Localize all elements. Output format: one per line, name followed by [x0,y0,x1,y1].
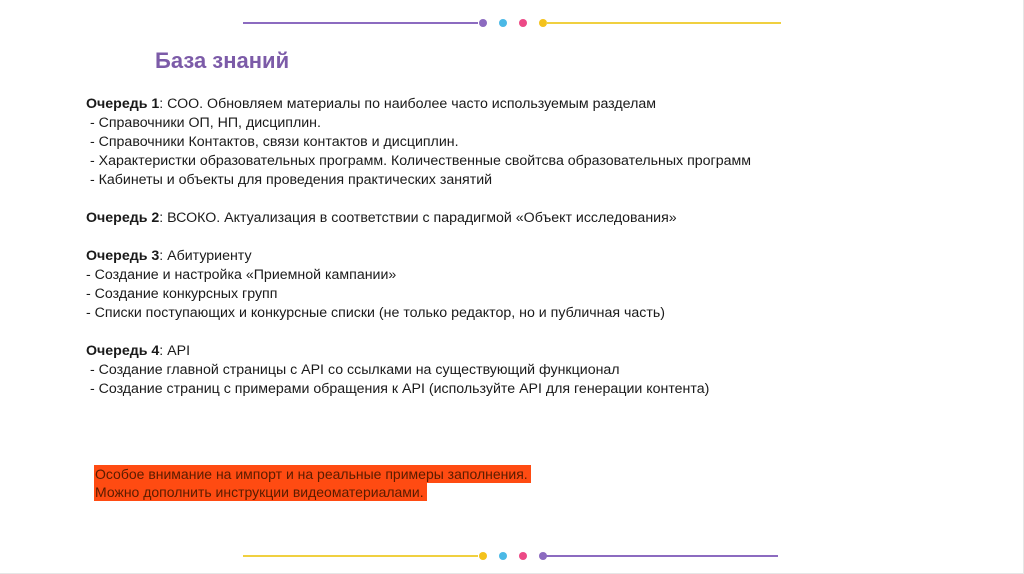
queue-4 [86,342,986,399]
queue-label: Очередь 4 [86,343,160,359]
note-line-1: Особое внимание на импорт и на реальные примеры заполнения. [94,465,531,483]
slide-title: База знаний [155,48,290,73]
queue-3 [86,247,986,323]
queue-list [86,95,986,418]
queue-label: Очередь 3 [86,248,160,264]
queue-2 [86,209,986,228]
list-item: - Справочники ОП, НП, дисциплин. [86,115,321,131]
queue-description: : Абитуриенту [159,248,252,264]
list-item: - Создание страниц с примерами обращения к API (используйте API для генерации контента) [86,381,710,397]
bottom-divider-left [243,555,478,557]
list-item: - Списки поступающих и конкурсные списки (не только редактор, но и публичная часть) [86,305,666,321]
queue-heading [86,209,986,228]
dot-purple-icon [479,19,487,27]
bottom-decoration [243,551,781,561]
dot-blue-icon [499,552,507,560]
dot-yellow-icon [479,552,487,560]
bottom-divider-right [546,555,778,557]
dot-pink-icon [519,552,527,560]
queue-description: : ВСОКО. Актуализация в соответствии с парадигмой «Объект исследования» [159,210,677,226]
dot-pink-icon [519,19,527,27]
top-decoration [243,18,781,28]
list-item: - Кабинеты и объекты для проведения практических занятий [86,172,493,188]
top-divider-left [243,22,478,24]
list-item: - Создание конкурсных групп [86,286,278,302]
list-item: - Создание и настройка «Приемной кампании» [86,267,397,283]
queue-heading [86,247,986,266]
queue-description: : API [159,343,191,359]
queue-heading [86,342,986,361]
queue-heading [86,95,986,114]
list-item: - Справочники Контактов, связи контактов и дисциплин. [86,134,459,150]
queue-description: : СОО. Обновляем материалы по наиболее часто используемым разделам [159,96,657,112]
highlight-note [94,465,531,501]
list-item: - Создание главной страницы с API со ссылками на существующий функционал [86,362,620,378]
dot-blue-icon [499,19,507,27]
top-divider-right [546,22,781,24]
queue-label: Очередь 2 [86,210,160,226]
note-line-2: Можно дополнить инструкции видеоматериалами. [94,483,427,501]
queue-label: Очередь 1 [86,96,160,112]
queue-1 [86,95,986,190]
list-item: - Характеристки образовательных программ. Количественные свойтсва образовательных программ [86,153,752,169]
